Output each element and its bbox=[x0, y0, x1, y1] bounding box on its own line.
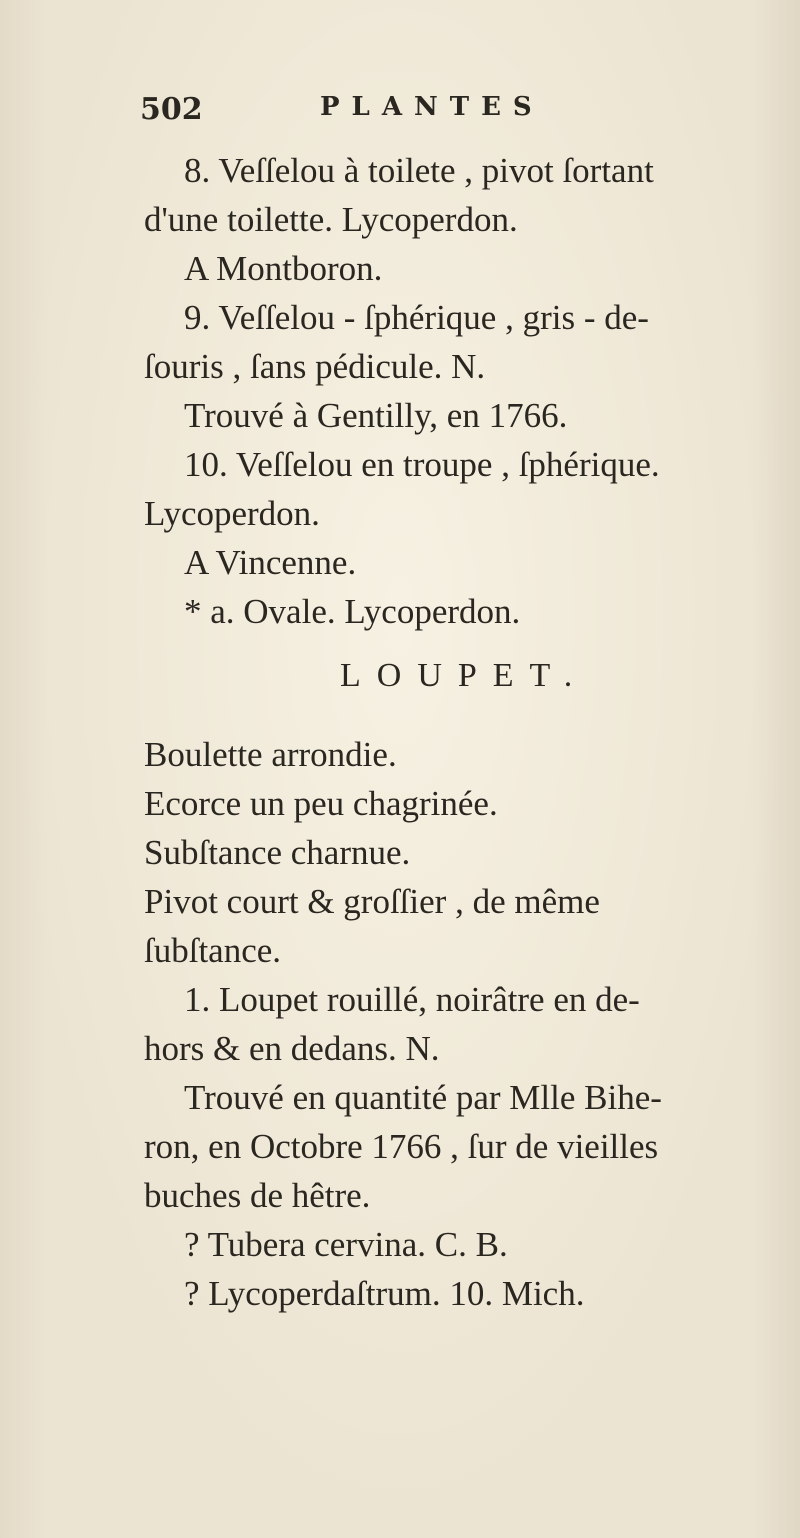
text-line: ron, en Octobre 1766 , ſur de vieilles bbox=[144, 1127, 659, 1166]
text-line: Trouvé à Gentilly, en 1766. bbox=[184, 396, 568, 435]
text-line: ſubſtance. bbox=[144, 931, 282, 970]
running-head: PLANTES bbox=[320, 92, 544, 122]
text-line: * a. Ovale. Lycoperdon. bbox=[184, 592, 521, 631]
text-line: Boulette arrondie. bbox=[144, 735, 397, 774]
text-line: ? Lycoperdaſtrum. 10. Mich. bbox=[184, 1274, 585, 1313]
text-line: Lycoperdon. bbox=[144, 494, 320, 533]
text-line: A Montboron. bbox=[184, 249, 383, 288]
text-line: 10. Veſſelou en troupe , ſphérique. bbox=[184, 445, 660, 484]
text-line: Pivot court & groſſier , de même bbox=[144, 882, 600, 921]
page-body bbox=[144, 146, 704, 1318]
text-line: A Vincenne. bbox=[184, 543, 357, 582]
page-number: 502 bbox=[140, 92, 203, 127]
text-block-vesselou bbox=[144, 146, 704, 636]
text-line: buches de hêtre. bbox=[144, 1176, 371, 1215]
text-line: Ecorce un peu chagrinée. bbox=[144, 784, 498, 823]
text-line: ? Tubera cervina. C. B. bbox=[184, 1225, 508, 1264]
text-block-loupet bbox=[144, 730, 704, 1318]
text-line: 9. Veſſelou - ſphérique , gris - de- bbox=[184, 298, 649, 337]
text-line: 8. Veſſelou à toilete , pivot ſortant bbox=[184, 151, 654, 190]
text-line: Trouvé en quantité par Mlle Bihe- bbox=[184, 1078, 662, 1117]
text-line: 1. Loupet rouillé, noirâtre en de- bbox=[184, 980, 640, 1019]
text-line: Subſtance charnue. bbox=[144, 833, 411, 872]
section-title: LOUPET. bbox=[340, 657, 589, 694]
text-line: hors & en dedans. N. bbox=[144, 1029, 440, 1068]
text-line: d'une toilette. Lycoperdon. bbox=[144, 200, 518, 239]
page-header bbox=[140, 92, 660, 132]
text-line: ſouris , ſans pédicule. N. bbox=[144, 347, 486, 386]
